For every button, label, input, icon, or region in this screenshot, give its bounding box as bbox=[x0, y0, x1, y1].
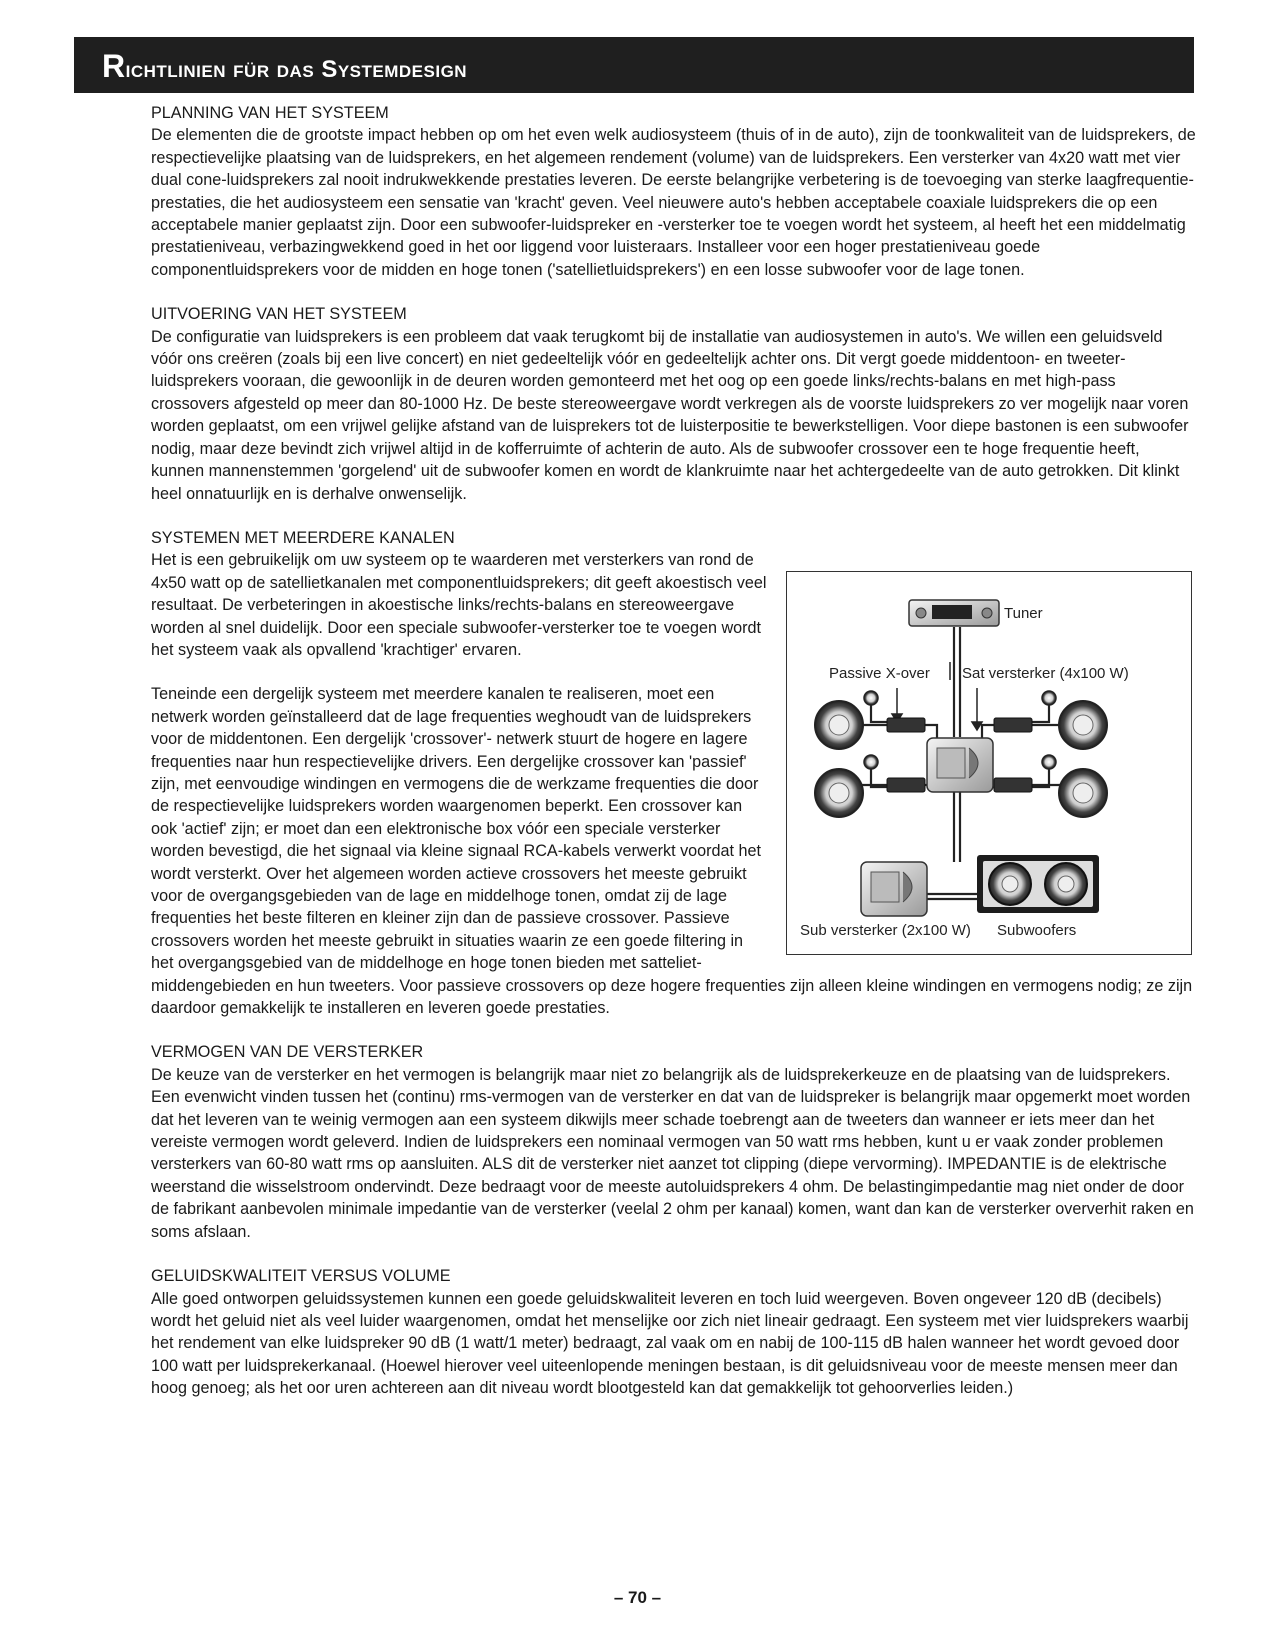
page-header-bar bbox=[74, 37, 1194, 93]
section-heading: PLANNING VAN HET SYSTEEM bbox=[151, 104, 389, 122]
diagram-svg bbox=[787, 572, 1191, 954]
section-body: De elementen die de grootste impact hebben op om het even welk audiosysteem (thuis of in de auto), zijn de toonkwaliteit van de luidsprekers, de respectievelijke plaatsing van de luidsprekers, en het algemeen rendement (volume) van de luidsprekers. Een versterker van 4x20 watt met vier dual cone-luidsprekers zal nooit indrukwekkende prestaties leveren. De eerste belangrijke verbetering is de toevoeging van sterke laagfrequentie-prestaties, die het audiosysteem een sensatie van 'kracht' geven. Veel nieuwere auto's hebben acceptabele coaxiale luidsprekers die op een acceptabele manier geplaatst zijn. Door een subwoofer-luidspreker en -versterker toe te voegen wordt het systeem, al heeft het een middelmatig prestatieniveau, verbazingwekkend goed in het oor liggend voor luisteraars. Installeer voor een hoger prestatieniveau goede componentluidsprekers voor de midden en hoge tonen ('satellietluidsprekers') en een losse subwoofer voor de lage tonen. bbox=[151, 126, 1196, 279]
label-subwoofers: Subwoofers bbox=[997, 922, 1077, 940]
section-heading: VERMOGEN VAN DE VERSTERKER bbox=[151, 1043, 424, 1062]
label-tuner: Tuner bbox=[1004, 605, 1043, 623]
page-content bbox=[151, 102, 1196, 1422]
section-body: De keuze van de versterker en het vermogen is belangrijk maar niet zo belangrijk als de luidsprekerkeuze en de plaatsing van de luidsprekers. Een evenwicht vinden tussen het (continu) rms-vermogen van de versterker en dat van de luidspreker is belangrijk maar opgemerkt moet worden dat het leveren van te weinig vermogen aan een systeem dikwijls meer schade toebrengt aan de tweeters dan wanneer er iets meer dan het vereiste vermogen wordt geleverd. Indien de luidsprekers een nominaal vermogen van 50 watt rms hebben, kunt u er vaak zonder problemen versterkers van 60-80 watt rms op aansluiten. ALS dit de versterker niet aanzet tot clipping (diepe vervorming). IMPEDANTIE is de elektrische weerstand die wisselstroom ondervindt. Deze bedraagt voor de meeste autoluidsprekers 4 ohm. De belastingimpedantie mag niet onder de door de fabrikant aanbevolen minimale impedantie van de versterker (veelal 2 ohm per kanaal) komen, want dan kan de versterker oververhit raken en soms afslaan. bbox=[151, 1065, 1194, 1241]
tuner-head-unit bbox=[909, 600, 999, 626]
section-body: De configuratie van luidsprekers is een probleem dat vaak terugkomt bij de installatie van audiosystemen in auto's. We willen een geluidsveld vóór ons creëren (zoals bij een live concert) en niet gedeeltelijk vóór en gedeeltelijk achter ons. Dit vergt goede middentoon- en tweeter-luidsprekers vooraan, die gewoonlijk in de deuren worden gemonteerd met het oog op een goede links/rechts-balans en met high-pass crossovers afgesteld op meer dan 80-1000 Hz. De beste stereoweergave wordt verkregen als de voorste luidsprekers zo ver mogelijk naar voren worden geplaatst, om een vrijwel gelijke afstand van de luisprekers tot de luisterpositie te bewerkstelligen. Voor diepe bastonen is een subwoofer nodig, maar deze bevindt zich vrijwel altijd in de kofferruimte of achterin de auto. Als de subwoofer crossover een te hoge frequentie heeft, kunnen mannenstemmen 'gorgelend' uit de subwoofer komen en wordt de klankruimte naar het achtergedeelte van de auto getrokken. Dit klinkt heel onnatuurlijk en is derhalve onwenselijk. bbox=[151, 327, 1189, 503]
sat-amplifier bbox=[927, 738, 993, 792]
section-vermogen bbox=[151, 1041, 1196, 1243]
page-title: Richtlinien für das Systemdesign bbox=[102, 48, 468, 84]
section-heading: UITVOERING VAN HET SYSTEEM bbox=[151, 305, 407, 324]
diagram-frame bbox=[786, 571, 1192, 955]
label-passive-xover: Passive X-over bbox=[829, 665, 930, 683]
label-sat-amp: Sat versterker (4x100 W) bbox=[962, 665, 1129, 683]
section-body: Alle goed ontworpen geluidssystemen kunnen een goede geluidskwaliteit leveren en toch luid weergeven. Boven ongeveer 120 dB (decibels) wordt het geluid niet als veel luider waargenomen, omdat het menselijke oor zich niet lineair gedraagt. Een systeem met vier luidsprekers waarbij het rendement van elke luidspreker 90 dB (1 watt/1 meter) bedraagt, zal vaak om en nabij de 100-115 dB halen wanneer het wordt gevoed door 100 watt per luidsprekerkanaal. (Hoewel hierover veel uiteenlopende meningen bestaan, is dit geluidsniveau voor de meeste mensen meer dan hoog genoeg; als het oor uren achtereen aan dit niveau wordt blootgesteld kan dat gemakkelijk tot gehoorverlies leiden.) bbox=[151, 1289, 1189, 1398]
section-body: Teneinde een dergelijk systeem met meerdere kanalen te realiseren, moet een netwerk worden geïnstalleerd dat de lage frequenties weghoudt van de luidsprekers voor de middentonen. Een dergelijk 'crossover'- netwerk stuurt de hogere en lagere frequenties naar hun respectievelijke drivers. Een dergelijke crossover kan 'passief' zijn, met eenvoudige windingen en vermogens die de werkzame frequenties die door de respectievelijke luidsprekers worden waargenomen beperkt. Een crossover kan ook 'actief' zijn; er moet dan een elektronische box vóór een speciale versterker worden bevestigd, die het signaal via kleine signaal RCA-kabels verwerkt voordat het wordt versterkt. Over het algemeen worden actieve crossovers het meeste gebruikt voor de overgangsgebieden van de lage en middelhoge tonen, omdat zij de lage frequenties het beste filteren en kleiner zijn dan de passieve crossover. Passieve crossovers worden het meeste gebruikt in situaties waarin ze een goede filtering in het overgangsgebied van de middelhoge en hoge tonen bieden met satteliet-middengebieden en hun tweeters. Voor passieve crossovers op deze hogere frequenties zijn alleen kleine windingen en vermogens nodig; ze zijn daardoor gemakkelijk te installeren en leveren goede prestaties. bbox=[151, 685, 1193, 1018]
section-multichannel bbox=[151, 527, 1196, 1020]
label-sub-amp: Sub versterker (2x100 W) bbox=[800, 922, 971, 940]
section-uitvoering bbox=[151, 303, 1196, 505]
page-number: – 70 – bbox=[613, 1588, 662, 1607]
system-diagram bbox=[786, 571, 1196, 956]
section-heading: SYSTEMEN MET MEERDERE KANALEN bbox=[151, 528, 455, 547]
sub-amplifier bbox=[861, 862, 927, 916]
section-geluid bbox=[151, 1265, 1196, 1399]
section-body: Het is een gebruikelijk om uw systeem op te waarderen met versterkers van rond de 4x50 watt op de satellietkanalen met componentluidsprekers; dit geeft akoestisch veel resultaat. De verbeteringen in akoestische links/rechts-balans en stereoweergave worden al snel duidelijk. Door een speciale subwoofer-versterker toe te voegen wordt het systeem vaak als opvallend 'krachtiger' ervaren. bbox=[151, 551, 767, 659]
section-heading: GELUIDSKWALITEIT VERSUS VOLUME bbox=[151, 1267, 451, 1286]
section-planning bbox=[151, 102, 1196, 281]
subwoofer-box bbox=[977, 855, 1099, 913]
